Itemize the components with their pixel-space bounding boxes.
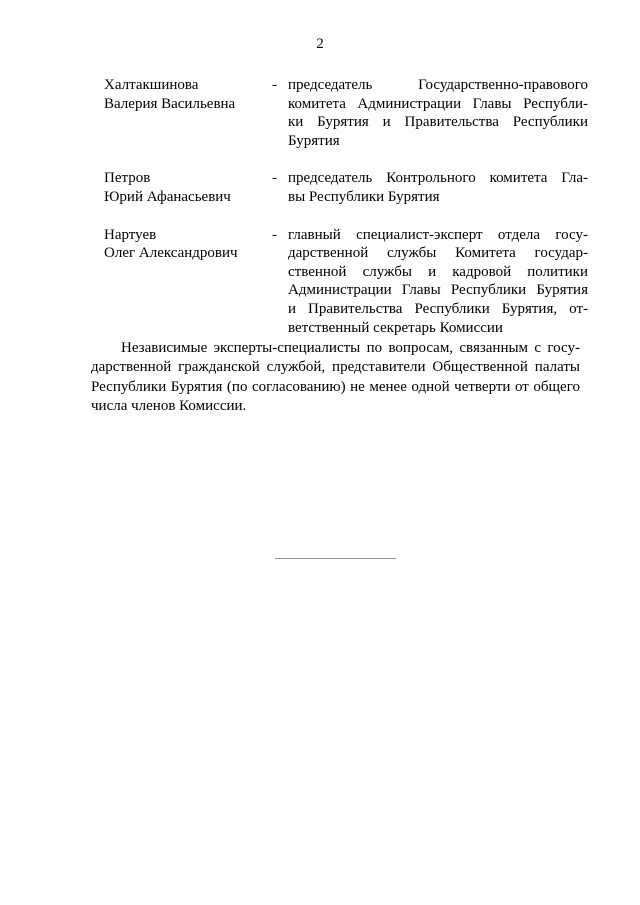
member-position bbox=[288, 76, 588, 150]
paragraph-line: дарственной гражданской службой, представители Общественной палаты bbox=[91, 359, 580, 376]
member-entry bbox=[104, 169, 588, 206]
member-position bbox=[288, 169, 588, 206]
position-line: дарственной службы Комитета государ- bbox=[288, 245, 588, 262]
member-name bbox=[104, 76, 272, 113]
position-line: комитета Администрации Главы Республи- bbox=[288, 95, 588, 112]
position-line: и Правительства Республики Бурятия, от- bbox=[288, 300, 588, 317]
position-line: главный специалист-эксперт отдела госу- bbox=[288, 226, 588, 243]
member-given-names: Валерия Васильевна bbox=[104, 95, 236, 112]
member-entry bbox=[104, 76, 588, 150]
independent-experts-paragraph bbox=[91, 339, 580, 417]
member-surname: Петров bbox=[104, 170, 151, 187]
paragraph-line: Республики Бурятия (по согласованию) не менее одной четверти от общего bbox=[91, 378, 580, 395]
member-surname: Нартуев bbox=[104, 226, 157, 243]
member-name bbox=[104, 169, 272, 206]
member-given-names: Олег Александрович bbox=[104, 245, 238, 262]
position-line: ки Бурятия и Правительства Республики bbox=[288, 114, 588, 131]
member-entry bbox=[104, 226, 588, 338]
paragraph-line: числа членов Комиссии. bbox=[91, 398, 247, 415]
member-dash: - bbox=[272, 77, 277, 93]
position-line: вы Республики Бурятия bbox=[288, 188, 440, 205]
member-position bbox=[288, 226, 588, 338]
position-line: председатель Государственно-правового bbox=[288, 77, 588, 93]
member-dash: - bbox=[272, 170, 277, 187]
commission-members-list bbox=[104, 76, 588, 356]
page-number: 2 bbox=[316, 36, 324, 52]
position-line: Бурятия bbox=[288, 132, 340, 149]
position-line: Администрации Главы Республики Бурятия bbox=[288, 282, 588, 299]
position-line: ственной службы и кадровой политики bbox=[288, 263, 588, 280]
member-surname: Халтакшинова bbox=[104, 77, 199, 93]
end-of-document-divider bbox=[275, 558, 396, 559]
position-line: ветственный секретарь Комиссии bbox=[288, 319, 503, 336]
paragraph-line: Независимые эксперты-специалисты по вопросам, связанным с госу- bbox=[121, 340, 580, 356]
member-name bbox=[104, 226, 272, 263]
member-given-names: Юрий Афанасьевич bbox=[104, 188, 231, 205]
position-line: председатель Контрольного комитета Гла- bbox=[288, 170, 588, 187]
member-dash: - bbox=[272, 226, 277, 243]
